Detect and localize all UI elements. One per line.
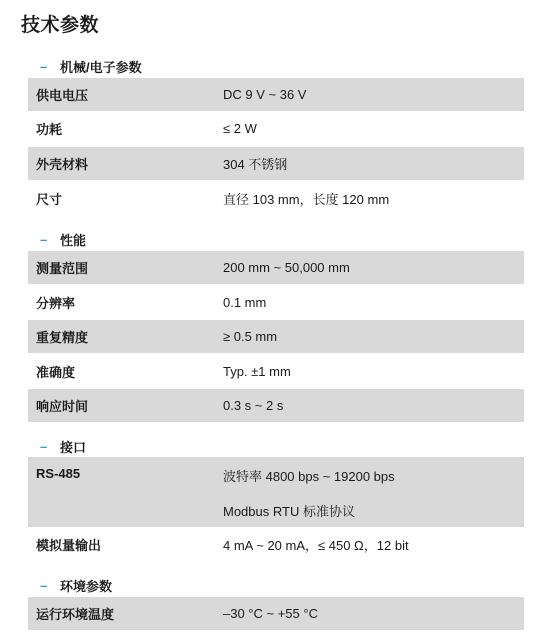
row-label: 测量范围 — [36, 261, 89, 276]
section-dash-icon: – — [40, 58, 48, 74]
section-dash-icon: – — [40, 231, 48, 247]
row-label: 尺寸 — [36, 192, 63, 207]
section-dash-icon: – — [40, 438, 48, 454]
row-value: 直径 103 mm，长度 120 mm — [223, 192, 390, 207]
table-row — [28, 355, 524, 388]
section-heading-interface — [40, 435, 86, 457]
table-row — [28, 597, 524, 630]
row-value: DC 9 V ~ 36 V — [223, 87, 307, 102]
section-heading-environment — [40, 574, 112, 596]
row-value: 304 不锈钢 — [223, 157, 288, 172]
section-heading-text: 接口 — [60, 439, 87, 455]
row-label: 响应时间 — [36, 399, 89, 414]
row-value: ≥ 0.5 mm — [223, 329, 278, 344]
table-row — [28, 528, 524, 561]
row-label: 准确度 — [36, 365, 76, 380]
row-label: 模拟量输出 — [36, 538, 102, 553]
table-row — [28, 286, 524, 319]
section-dash-icon: – — [40, 577, 48, 593]
row-label: 功耗 — [36, 122, 63, 137]
row-label: 运行环境温度 — [36, 607, 115, 622]
table-row — [28, 320, 524, 353]
row-value: 200 mm ~ 50,000 mm — [223, 260, 350, 275]
table-row — [28, 147, 524, 180]
row-label: 分辨率 — [36, 296, 76, 311]
row-value: 0.1 mm — [223, 295, 267, 310]
table-row — [28, 457, 524, 527]
table-row — [28, 389, 524, 422]
table-row — [28, 182, 524, 215]
row-label: 重复精度 — [36, 330, 89, 345]
row-value: 波特率 4800 bps ~ 19200 bps — [223, 469, 395, 484]
row-value: ≤ 2 W — [223, 121, 257, 136]
table-row — [28, 112, 524, 145]
section-heading-mechanical-electrical — [40, 55, 142, 77]
row-value: 0.3 s ~ 2 s — [223, 398, 284, 413]
row-label: RS-485 — [36, 466, 81, 481]
row-value: 4 mA ~ 20 mA，≤ 450 Ω，12 bit — [223, 538, 409, 553]
table-row — [28, 78, 524, 111]
page-title: 技术参数 — [21, 15, 100, 36]
section-heading-performance — [40, 228, 86, 250]
section-heading-text: 环境参数 — [60, 578, 113, 594]
table-row — [28, 251, 524, 284]
section-heading-text: 性能 — [60, 232, 87, 248]
row-label: 供电电压 — [36, 88, 89, 103]
row-value: Typ. ±1 mm — [223, 364, 291, 379]
row-value-secondary: Modbus RTU 标准协议 — [223, 504, 355, 519]
row-label: 外壳材料 — [36, 157, 89, 172]
section-heading-text: 机械/电子参数 — [60, 59, 142, 75]
row-value: –30 °C ~ +55 °C — [223, 606, 318, 621]
